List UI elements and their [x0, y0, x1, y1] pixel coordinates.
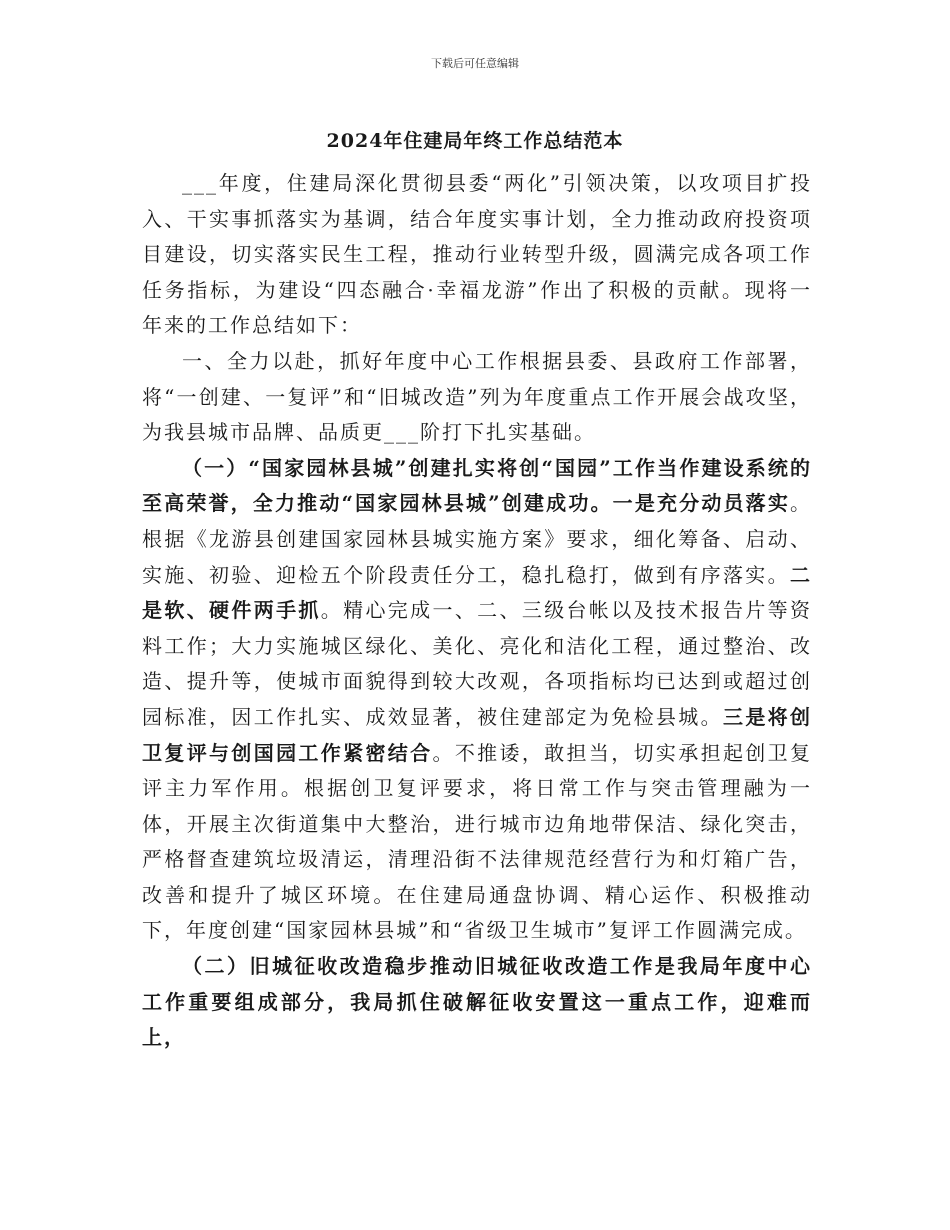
paragraph-subsection-1: [142, 451, 812, 949]
paragraph-text: 一、全力以赴，抓好年度中心工作根据县委、县政府工作部署，将“一创建、一复评”和“旧城改造”列为年度重点工作开展会战攻坚，为我县城市品牌、品质更___阶打下扎实基础。: [142, 348, 812, 445]
paragraph-intro: [142, 166, 812, 344]
document-title: 2024年住建局年终工作总结范本: [326, 130, 624, 152]
bold-heading-text: 三是将创卫复评与创国园工作紧密结合: [142, 704, 813, 765]
bold-heading-text: （一）“国家园林县城”创建扎实将创“国园”工作当作建设系统的至高荣誉，全力推动“国家园林县城”创建成功。一是充分动员落实: [142, 455, 812, 516]
paragraph-text: ___年度，住建局深化贯彻县委“两化”引领决策，以攻项目扩投入、干实事抓落实为基调，结合年度实事计划，全力推动政府投资项目建设，切实落实民生工程，推动行业转型升级，圆满完成各项工作任务指标，为建设“四态融合·幸福龙游”作出了积极的贡献。现将一年来的工作总结如下：: [142, 171, 812, 338]
paragraph-text: 。精心完成一、二、三级台帐以及技术报告片等资料工作；大力实施城区绿化、美化、亮化和洁化工程，通过整治、改造、提升等，使城市面貌得到较大改观，各项指标均已达到或超过创园标准，因工作扎实、成效显著，被住建部定为免检县城。: [142, 598, 813, 729]
bold-heading-text: 二是软、硬件两手抓: [142, 562, 812, 623]
paragraph-text: 。不推诿，敢担当，切实承担起创卫复评主力军作用。根据创卫复评要求，将日常工作与突击管理融为一体，开展主次街道集中大整治，进行城市边角地带保洁、绿化突击，严格督查建筑垃圾清运，清理沿街不法律规范经营行为和灯箱广告，改善和提升了城区环境。在住建局通盘协调、精心运作、积极推动下，年度创建“国家园林县城”和“省级卫生城市”复评工作圆满完成。: [142, 740, 813, 943]
document-body: [142, 166, 812, 1056]
paragraph-section-1: [142, 344, 812, 451]
paragraph-text: 。根据《龙游县创建国家园林县城实施方案》要求，细化筹备、启动、实施、初验、迎检五个阶段责任分工，稳扎稳打，做到有序落实。: [142, 491, 812, 587]
header-note: 下载后可任意编辑: [431, 57, 519, 70]
bold-heading-text: （二）旧城征收改造稳步推动旧城征收改造工作是我局年度中心工作重要组成部分，我局抓住破解征收安置这一重点工作，迎难而上，: [142, 954, 812, 1050]
paragraph-subsection-2: [142, 949, 812, 1056]
